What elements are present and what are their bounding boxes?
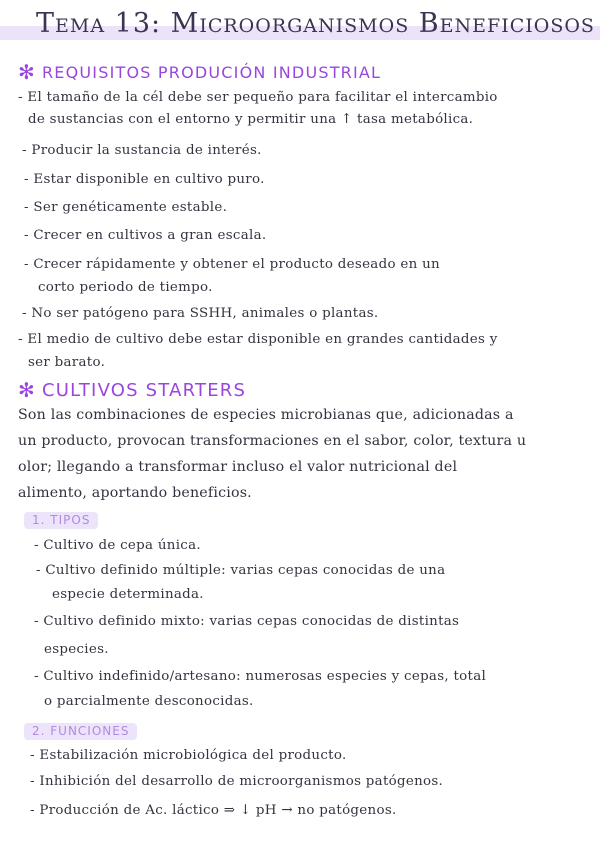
section-heading-starters: ✻ CULTIVOS STARTERS: [18, 378, 247, 402]
paragraph-line-1: Son las combinaciones de especies microbianas que, adicionadas a: [18, 407, 514, 423]
asterisk-icon: ✻: [18, 378, 36, 402]
funcion-item-3: - Producción de Ac. láctico ⇒ ↓ pH → no patógenos.: [30, 803, 397, 818]
funcion-item-2: - Inhibición del desarrollo de microorganismos patógenos.: [30, 774, 444, 789]
paragraph-line-3: olor; llegando a transformar incluso el valor nutricional del: [18, 459, 458, 475]
req-item-3: - Estar disponible en cultivo puro.: [24, 172, 265, 187]
req-item-6-line-2: corto periodo de tiempo.: [38, 280, 213, 295]
subheading-tipos: 1. TIPOS: [24, 512, 98, 529]
starters-paragraph: [18, 402, 586, 506]
req-item-6-line-1: - Crecer rápidamente y obtener el producto deseado en un: [24, 257, 440, 272]
req-item-5: - Crecer en cultivos a gran escala.: [24, 228, 267, 243]
tipo-item-4-line-1: - Cultivo indefinido/artesano: numerosas especies y cepas, total: [34, 669, 487, 684]
paragraph-line-4: alimento, aportando beneficios.: [18, 485, 252, 501]
asterisk-icon: ✻: [18, 60, 36, 84]
page-title: Tema 13: Microorganismos Beneficiosos: [36, 8, 595, 39]
tipo-item-4-line-2: o parcialmente desconocidas.: [44, 694, 254, 709]
tipo-item-3-line-2: especies.: [44, 642, 109, 657]
req-item-7: - No ser patógeno para SSHH, animales o plantas.: [22, 306, 379, 321]
req-item-1-line-2: de sustancias con el entorno y permitir una ↑ tasa metabólica.: [28, 112, 474, 127]
paragraph-line-2: un producto, provocan transformaciones en el sabor, color, textura u: [18, 433, 527, 449]
req-item-8-line-2: ser barato.: [28, 355, 106, 370]
section-heading-requisitos: ✻ REQUISITOS PRODUCIÓN INDUSTRIAL: [18, 60, 382, 84]
funcion-item-1: - Estabilización microbiológica del producto.: [30, 748, 347, 763]
tipo-item-2-line-2: especie determinada.: [52, 587, 204, 602]
req-item-1-line-1: - El tamaño de la cél debe ser pequeño para facilitar el intercambio: [18, 90, 498, 105]
tipo-item-3-line-1: - Cultivo definido mixto: varias cepas conocidas de distintas: [34, 614, 460, 629]
tipo-item-1: - Cultivo de cepa única.: [34, 538, 201, 553]
req-item-8-line-1: - El medio de cultivo debe estar disponible en grandes cantidades y: [18, 332, 498, 347]
tipo-item-2-line-1: - Cultivo definido múltiple: varias cepas conocidas de una: [36, 563, 446, 578]
req-item-4: - Ser genéticamente estable.: [24, 200, 228, 215]
subheading-funciones: 2. FUNCIONES: [24, 723, 137, 740]
req-item-2: - Producir la sustancia de interés.: [22, 143, 262, 158]
